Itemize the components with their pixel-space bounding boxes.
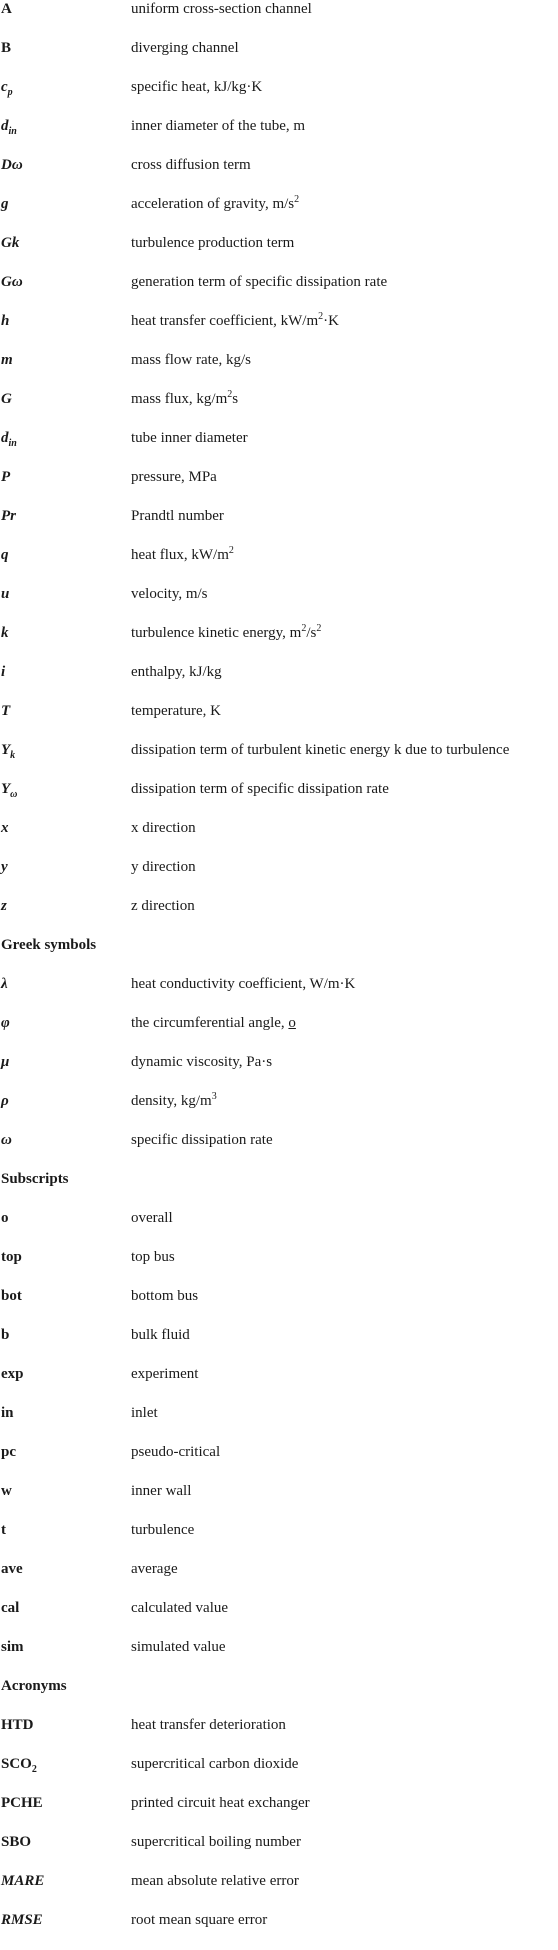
symbol: B [1, 40, 12, 56]
greek-row [0, 1014, 558, 1053]
description: average [131, 1561, 178, 1577]
nomenclature-row [0, 39, 558, 78]
subscript-row [0, 1560, 558, 1599]
nomenclature-row [0, 117, 558, 156]
subscript-row [0, 1482, 558, 1521]
description: supercritical boiling number [131, 1834, 301, 1850]
symbol: $Y_k$ [1, 742, 16, 761]
nomenclature-row [0, 624, 558, 663]
subscript-row [0, 1365, 558, 1404]
section-heading-subscripts: Subscripts [1, 1171, 69, 1187]
description: specific dissipation rate [131, 1132, 273, 1148]
section-heading-acronyms: Acronyms [1, 1678, 67, 1694]
nomenclature-row [0, 702, 558, 741]
symbol: $Y_\omega$ [1, 781, 18, 800]
symbol: P [1, 469, 11, 485]
symbol: o [1, 1210, 9, 1226]
nomenclature-row [0, 507, 558, 546]
symbol: $d_{in}$ [1, 430, 17, 449]
description: specific heat, kJ/kg·K [131, 79, 263, 95]
subscript-row [0, 1443, 558, 1482]
symbol: u [1, 586, 10, 602]
nomenclature-row [0, 897, 558, 936]
subscript-row [0, 1248, 558, 1287]
description: uniform cross-section channel [131, 1, 312, 17]
greek-row [0, 1092, 558, 1131]
symbol: λ [1, 976, 8, 992]
symbol: b [1, 1327, 10, 1343]
symbol: ω [1, 1132, 12, 1148]
nomenclature-row [0, 741, 558, 780]
description: tube inner diameter [131, 430, 248, 446]
symbol: h [1, 313, 10, 329]
description: calculated value [131, 1600, 229, 1616]
description: top bus [131, 1249, 175, 1265]
description: temperature, K [131, 703, 221, 719]
symbol: z [1, 898, 7, 914]
subscript-row [0, 1638, 558, 1677]
description: dynamic viscosity, Pa·s [131, 1054, 273, 1070]
nomenclature-row [0, 273, 558, 312]
description: bulk fluid [131, 1327, 190, 1343]
greek-row [0, 1131, 558, 1170]
symbol: $SCO_2$ [1, 1756, 37, 1775]
symbol: exp [1, 1366, 24, 1382]
symbol: RMSE [1, 1912, 43, 1928]
description: experiment [131, 1366, 199, 1382]
nomenclature-row [0, 819, 558, 858]
symbol: pc [1, 1444, 16, 1460]
nomenclature-row [0, 858, 558, 897]
symbol: in [1, 1405, 14, 1421]
nomenclature-row [0, 390, 558, 429]
subscript-row [0, 1287, 558, 1326]
greek-row [0, 1053, 558, 1092]
symbol: $d_{in}$ [1, 118, 17, 137]
description: turbulence [131, 1522, 195, 1538]
description: bottom bus [131, 1288, 199, 1304]
section-heading-greek: Greek symbols [1, 937, 97, 953]
acronym-row [0, 1833, 558, 1872]
description: mass flux, $kg/m^2s$ [131, 389, 239, 407]
description: z direction [131, 898, 195, 914]
symbol: A [1, 1, 12, 17]
symbol: ave [1, 1561, 23, 1577]
nomenclature-row [0, 468, 558, 507]
acronym-row [0, 1911, 558, 1950]
description: root mean square error [131, 1912, 268, 1928]
acronym-row [0, 1716, 558, 1755]
symbol: y [1, 859, 8, 875]
symbol: HTD [1, 1717, 34, 1733]
subscript-row [0, 1326, 558, 1365]
nomenclature-row [0, 0, 558, 39]
description: cross diffusion term [131, 157, 251, 173]
symbol: T [1, 703, 11, 719]
symbol: cal [1, 1600, 20, 1616]
symbol: bot [1, 1288, 22, 1304]
symbol: μ [1, 1054, 10, 1070]
nomenclature-row [0, 351, 558, 390]
description: pseudo-critical [131, 1444, 221, 1460]
acronym-row [0, 1794, 558, 1833]
symbol: i [1, 664, 6, 680]
symbol: g [1, 196, 9, 212]
symbol: $c_p$ [1, 79, 13, 98]
description: generation term of specific dissipation rate [131, 274, 388, 290]
description: heat flux, $kW/m^2$ [131, 545, 234, 563]
description: inner wall [131, 1483, 192, 1499]
symbol: m [1, 352, 13, 368]
description: diverging channel [131, 40, 239, 56]
symbol: sim [1, 1639, 24, 1655]
description: inner diameter of the tube, m [131, 118, 306, 134]
description: turbulence kinetic energy, $m^2/s^2$ [131, 623, 322, 641]
symbol: SBO [1, 1834, 32, 1850]
description: x direction [131, 820, 196, 836]
description: overall [131, 1210, 173, 1226]
nomenclature-row [0, 195, 558, 234]
symbol: q [1, 547, 9, 563]
nomenclature-row [0, 429, 558, 468]
symbol: x [1, 820, 9, 836]
symbol: φ [1, 1015, 10, 1031]
description: heat conductivity coefficient, W/m·K [131, 976, 356, 992]
symbol: w [1, 1483, 12, 1499]
symbol: G [1, 391, 12, 407]
description: Prandtl number [131, 508, 224, 524]
description: mass flow rate, kg/s [131, 352, 251, 368]
description: dissipation term of turbulent kinetic energy k due to turbulence [131, 742, 510, 758]
symbol: Gk [1, 235, 20, 251]
description: heat transfer deterioration [131, 1717, 286, 1733]
description: turbulence production term [131, 235, 295, 251]
acronym-row [0, 1755, 558, 1794]
symbol: ρ [1, 1093, 9, 1109]
symbol: Dω [1, 157, 23, 173]
nomenclature-row [0, 156, 558, 195]
nomenclature-row [0, 780, 558, 819]
description: density, $kg/m^3$ [131, 1091, 217, 1109]
nomenclature-row [0, 663, 558, 702]
symbol: Pr [1, 508, 16, 524]
description: velocity, m/s [131, 586, 208, 602]
nomenclature-row [0, 234, 558, 273]
description: dissipation term of specific dissipation rate [131, 781, 389, 797]
symbol: k [1, 625, 9, 641]
symbol: Gω [1, 274, 23, 290]
subscript-row [0, 1209, 558, 1248]
acronym-row [0, 1872, 558, 1911]
description: simulated value [131, 1639, 226, 1655]
subscript-row [0, 1599, 558, 1638]
description: y direction [131, 859, 196, 875]
description: pressure, MPa [131, 469, 217, 485]
nomenclature-row [0, 78, 558, 117]
description: the circumferential angle, o [131, 1015, 296, 1031]
subscript-row [0, 1521, 558, 1560]
greek-row [0, 975, 558, 1014]
description: printed circuit heat exchanger [131, 1795, 310, 1811]
description: supercritical carbon dioxide [131, 1756, 299, 1772]
description: acceleration of gravity, $m/s^2$ [131, 194, 300, 212]
nomenclature-row [0, 585, 558, 624]
subscript-row [0, 1404, 558, 1443]
symbol: t [1, 1522, 6, 1538]
description: mean absolute relative error [131, 1873, 299, 1889]
nomenclature-row [0, 546, 558, 585]
symbol: top [1, 1249, 22, 1265]
symbol: MARE [1, 1873, 45, 1889]
description: inlet [131, 1405, 158, 1421]
nomenclature-row [0, 312, 558, 351]
description: enthalpy, kJ/kg [131, 664, 222, 680]
symbol: PCHE [1, 1795, 43, 1811]
description: heat transfer coefficient, $kW/m^2\cdot K$ [131, 311, 339, 329]
